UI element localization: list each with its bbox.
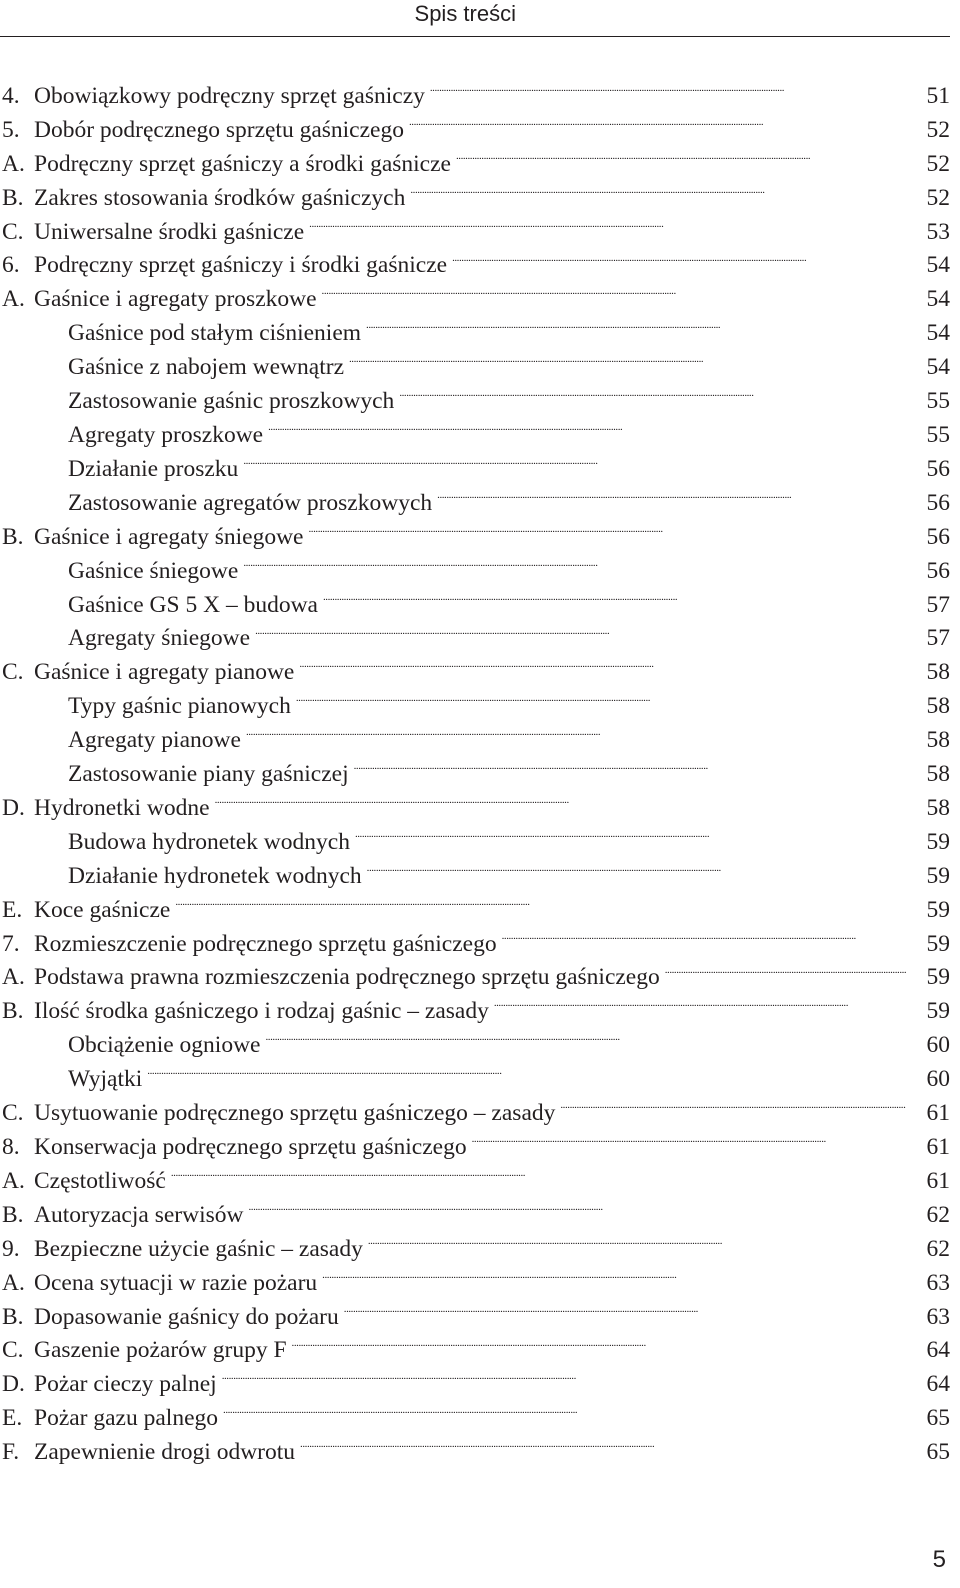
toc-entry-page: 59 bbox=[926, 896, 950, 923]
dot-leader bbox=[410, 171, 906, 205]
toc-entry-title: Autoryzacja serwisów bbox=[34, 1201, 244, 1228]
dot-leader bbox=[255, 612, 906, 646]
dot-leader bbox=[399, 374, 906, 408]
toc-entry-number: D. bbox=[2, 1371, 25, 1398]
toc-entry-number: 7. bbox=[2, 930, 20, 957]
toc-entry-number: A. bbox=[2, 286, 25, 313]
dot-leader bbox=[368, 1222, 906, 1256]
toc-entry-title: Ocena sytuacji w razie pożaru bbox=[34, 1269, 318, 1296]
toc-entry-page: 61 bbox=[926, 1134, 950, 1160]
toc-entry-number: C. bbox=[2, 1100, 24, 1127]
toc-entry-title: Konserwacja podręcznego sprzętu gaśniczego bbox=[34, 1134, 467, 1160]
toc-entry-number: E. bbox=[2, 896, 23, 923]
toc-entry[interactable] bbox=[0, 1086, 950, 1127]
toc-entry-page: 62 bbox=[926, 1235, 950, 1262]
toc-entry-title: Gaśnice pod stałym ciśnieniem bbox=[68, 320, 362, 347]
toc-entry-page: 59 bbox=[926, 964, 950, 991]
toc-entry-page: 60 bbox=[926, 1066, 950, 1093]
dot-leader bbox=[430, 69, 906, 103]
toc-entry-title: Zastosowanie agregatów proszkowych bbox=[68, 489, 433, 516]
toc-entry-page: 58 bbox=[926, 761, 950, 788]
toc-entry-title: Uniwersalne środki gaśnicze bbox=[34, 218, 305, 245]
toc-entry-number: C. bbox=[2, 218, 24, 245]
toc-entry-number: D. bbox=[2, 794, 25, 821]
toc-entry-page: 61 bbox=[926, 1167, 950, 1194]
toc-entry-title: Agregaty śniegowe bbox=[68, 625, 251, 652]
toc-entry-title: Usytuowanie podręcznego sprzętu gaśniczego – zasady bbox=[34, 1100, 556, 1127]
toc-entry-page: 53 bbox=[926, 218, 950, 245]
dot-leader bbox=[309, 205, 906, 239]
toc-entry-number: 6. bbox=[2, 252, 20, 279]
toc-entry-page: 52 bbox=[926, 184, 950, 211]
table-of-contents bbox=[0, 69, 950, 1466]
toc-entry-title: Zastosowanie piany gaśniczej bbox=[68, 761, 349, 788]
toc-entry-title: Ilość środka gaśniczego i rodzaj gaśnic – zasady bbox=[34, 998, 489, 1025]
toc-entry-page: 58 bbox=[926, 693, 950, 720]
toc-entry-page: 59 bbox=[926, 828, 950, 855]
toc-entry-number: 9. bbox=[2, 1235, 20, 1262]
toc-entry-page: 55 bbox=[926, 421, 950, 448]
toc-entry-number: B. bbox=[2, 998, 24, 1025]
toc-entry-title: Budowa hydronetek wodnych bbox=[68, 828, 350, 855]
toc-entry-title: Podręczny sprzęt gaśniczy i środki gaśnicze bbox=[34, 252, 448, 279]
toc-entry-title: Gaśnice i agregaty pianowe bbox=[34, 659, 295, 686]
toc-entry-page: 62 bbox=[926, 1201, 950, 1228]
toc-entry-number: A. bbox=[2, 150, 25, 177]
toc-entry-title: Częstotliwość bbox=[34, 1167, 166, 1194]
dot-leader bbox=[322, 272, 906, 306]
toc-entry-number: E. bbox=[2, 1405, 23, 1432]
dot-leader bbox=[502, 917, 906, 951]
dot-leader bbox=[246, 713, 906, 747]
toc-entry-title: Hydronetki wodne bbox=[34, 794, 210, 821]
dot-leader bbox=[344, 1290, 906, 1324]
toc-entry-title: Działanie proszku bbox=[68, 455, 239, 482]
toc-entry-page: 63 bbox=[926, 1303, 950, 1330]
toc-entry-page: 63 bbox=[926, 1269, 950, 1296]
toc-entry-title: Zakres stosowania środków gaśniczych bbox=[34, 184, 406, 211]
toc-entry-title: Pożar gazu palnego bbox=[34, 1405, 219, 1432]
toc-entry-page: 58 bbox=[926, 659, 950, 686]
toc-entry-page: 57 bbox=[926, 591, 950, 618]
toc-entry-title: Zastosowanie gaśnic proszkowych bbox=[68, 388, 395, 415]
toc-entry-title: Gaśnice śniegowe bbox=[68, 557, 239, 584]
toc-entry-page: 54 bbox=[926, 286, 950, 313]
toc-entry-page: 57 bbox=[926, 625, 950, 652]
toc-entry-page: 56 bbox=[926, 489, 950, 516]
dot-leader bbox=[268, 408, 906, 442]
toc-entry-title: Działanie hydronetek wodnych bbox=[68, 862, 362, 889]
toc-entry-title: Gaśnice z nabojem wewnątrz bbox=[68, 354, 344, 381]
toc-entry-page: 51 bbox=[926, 82, 950, 109]
dot-leader bbox=[367, 849, 906, 883]
toc-entry-page: 64 bbox=[926, 1371, 950, 1398]
toc-entry-title: Rozmieszczenie podręcznego sprzętu gaśniczego bbox=[34, 930, 497, 957]
toc-entry-title: Dobór podręcznego sprzętu gaśniczego bbox=[34, 116, 404, 143]
dot-leader bbox=[171, 1154, 906, 1188]
dot-leader bbox=[175, 883, 906, 917]
dot-leader bbox=[472, 1120, 906, 1154]
toc-entry-page: 59 bbox=[926, 930, 950, 957]
toc-entry-title: Gaszenie pożarów grupy F bbox=[34, 1337, 287, 1364]
dot-leader bbox=[354, 747, 906, 781]
toc-entry-page: 52 bbox=[926, 150, 950, 177]
toc-entry-page: 60 bbox=[926, 1032, 950, 1059]
toc-entry-title: Bezpieczne użycie gaśnic – zasady bbox=[34, 1235, 363, 1262]
toc-entry-page: 54 bbox=[926, 252, 950, 279]
toc-entry-number: A. bbox=[2, 1167, 25, 1194]
dot-leader bbox=[409, 103, 906, 137]
dot-leader bbox=[366, 306, 906, 340]
dot-leader bbox=[248, 1188, 906, 1222]
toc-entry-number: A. bbox=[2, 964, 25, 991]
toc-entry-title: Gaśnice GS 5 X – budowa bbox=[68, 591, 318, 618]
dot-leader bbox=[452, 239, 906, 273]
toc-entry-page: 52 bbox=[926, 116, 950, 143]
toc-entry-page: 56 bbox=[926, 455, 950, 482]
toc-entry-title: Koce gaśnicze bbox=[34, 896, 171, 923]
toc-entry-number: F. bbox=[2, 1439, 20, 1466]
toc-entry-page: 59 bbox=[926, 998, 950, 1025]
dot-leader bbox=[494, 984, 906, 1018]
toc-entry-page: 59 bbox=[926, 862, 950, 889]
toc-entry-title: Typy gaśnic pianowych bbox=[68, 693, 291, 720]
toc-entry-title: Podstawa prawna rozmieszczenia podręcznego sprzętu gaśniczego bbox=[34, 964, 660, 991]
toc-entry-title: Obowiązkowy podręczny sprzęt gaśniczy bbox=[34, 82, 425, 109]
toc-entry-title: Podręczny sprzęt gaśniczy a środki gaśnicze bbox=[34, 150, 451, 177]
dot-leader bbox=[215, 781, 906, 815]
page-header bbox=[0, 0, 950, 37]
dot-leader bbox=[560, 1086, 906, 1120]
toc-entry[interactable] bbox=[0, 69, 950, 109]
dot-leader bbox=[349, 340, 906, 374]
toc-entry-number: 4. bbox=[2, 82, 20, 109]
toc-entry-number: B. bbox=[2, 523, 24, 550]
toc-entry-number: C. bbox=[2, 659, 24, 686]
toc-entry-page: 58 bbox=[926, 794, 950, 821]
dot-leader bbox=[300, 1425, 906, 1459]
dot-leader bbox=[456, 137, 906, 171]
toc-entry-title: Zapewnienie drogi odwrotu bbox=[34, 1439, 296, 1466]
dot-leader bbox=[322, 1256, 906, 1290]
toc-entry-title: Wyjątki bbox=[68, 1066, 143, 1093]
toc-entry-page: 64 bbox=[926, 1337, 950, 1364]
toc-entry-number: A. bbox=[2, 1269, 25, 1296]
dot-leader bbox=[292, 1324, 906, 1358]
toc-entry-number: B. bbox=[2, 1303, 24, 1330]
toc-entry-title: Gaśnice i agregaty śniegowe bbox=[34, 523, 304, 550]
toc-entry-page: 56 bbox=[926, 557, 950, 584]
dot-leader bbox=[355, 815, 906, 849]
toc-entry-title: Agregaty pianowe bbox=[68, 727, 241, 754]
page-title: Spis treści bbox=[414, 1, 516, 26]
dot-leader bbox=[309, 510, 907, 544]
dot-leader bbox=[243, 544, 906, 578]
dot-leader bbox=[243, 442, 906, 476]
dot-leader bbox=[323, 578, 906, 612]
dot-leader bbox=[266, 1018, 907, 1052]
dot-leader bbox=[296, 679, 906, 713]
toc-entry-number: 8. bbox=[2, 1134, 20, 1160]
toc-entry-page: 56 bbox=[926, 523, 950, 550]
page-number: 5 bbox=[932, 1546, 946, 1573]
toc-entry-page: 54 bbox=[926, 354, 950, 381]
toc-entry-title: Dopasowanie gaśnicy do pożaru bbox=[34, 1303, 339, 1330]
dot-leader bbox=[437, 476, 906, 510]
toc-entry-title: Pożar cieczy palnej bbox=[34, 1371, 217, 1398]
dot-leader bbox=[299, 645, 906, 679]
dot-leader bbox=[147, 1052, 906, 1086]
toc-entry-page: 61 bbox=[926, 1100, 950, 1127]
dot-leader bbox=[665, 951, 906, 985]
toc-entry-number: 5. bbox=[2, 116, 20, 143]
toc-entry-title: Obciążenie ogniowe bbox=[68, 1032, 261, 1059]
toc-entry-number: B. bbox=[2, 1201, 24, 1228]
toc-entry-page: 65 bbox=[926, 1439, 950, 1466]
toc-entry-page: 54 bbox=[926, 320, 950, 347]
toc-entry-title: Agregaty proszkowe bbox=[68, 421, 264, 448]
toc-entry-number: B. bbox=[2, 184, 24, 211]
toc-entry-page: 55 bbox=[926, 388, 950, 415]
dot-leader bbox=[223, 1391, 906, 1425]
toc-entry-title: Gaśnice i agregaty proszkowe bbox=[34, 286, 317, 313]
dot-leader bbox=[222, 1357, 906, 1391]
toc-entry-page: 65 bbox=[926, 1405, 950, 1432]
toc-entry-page: 58 bbox=[926, 727, 950, 754]
toc-entry-number: C. bbox=[2, 1337, 24, 1364]
